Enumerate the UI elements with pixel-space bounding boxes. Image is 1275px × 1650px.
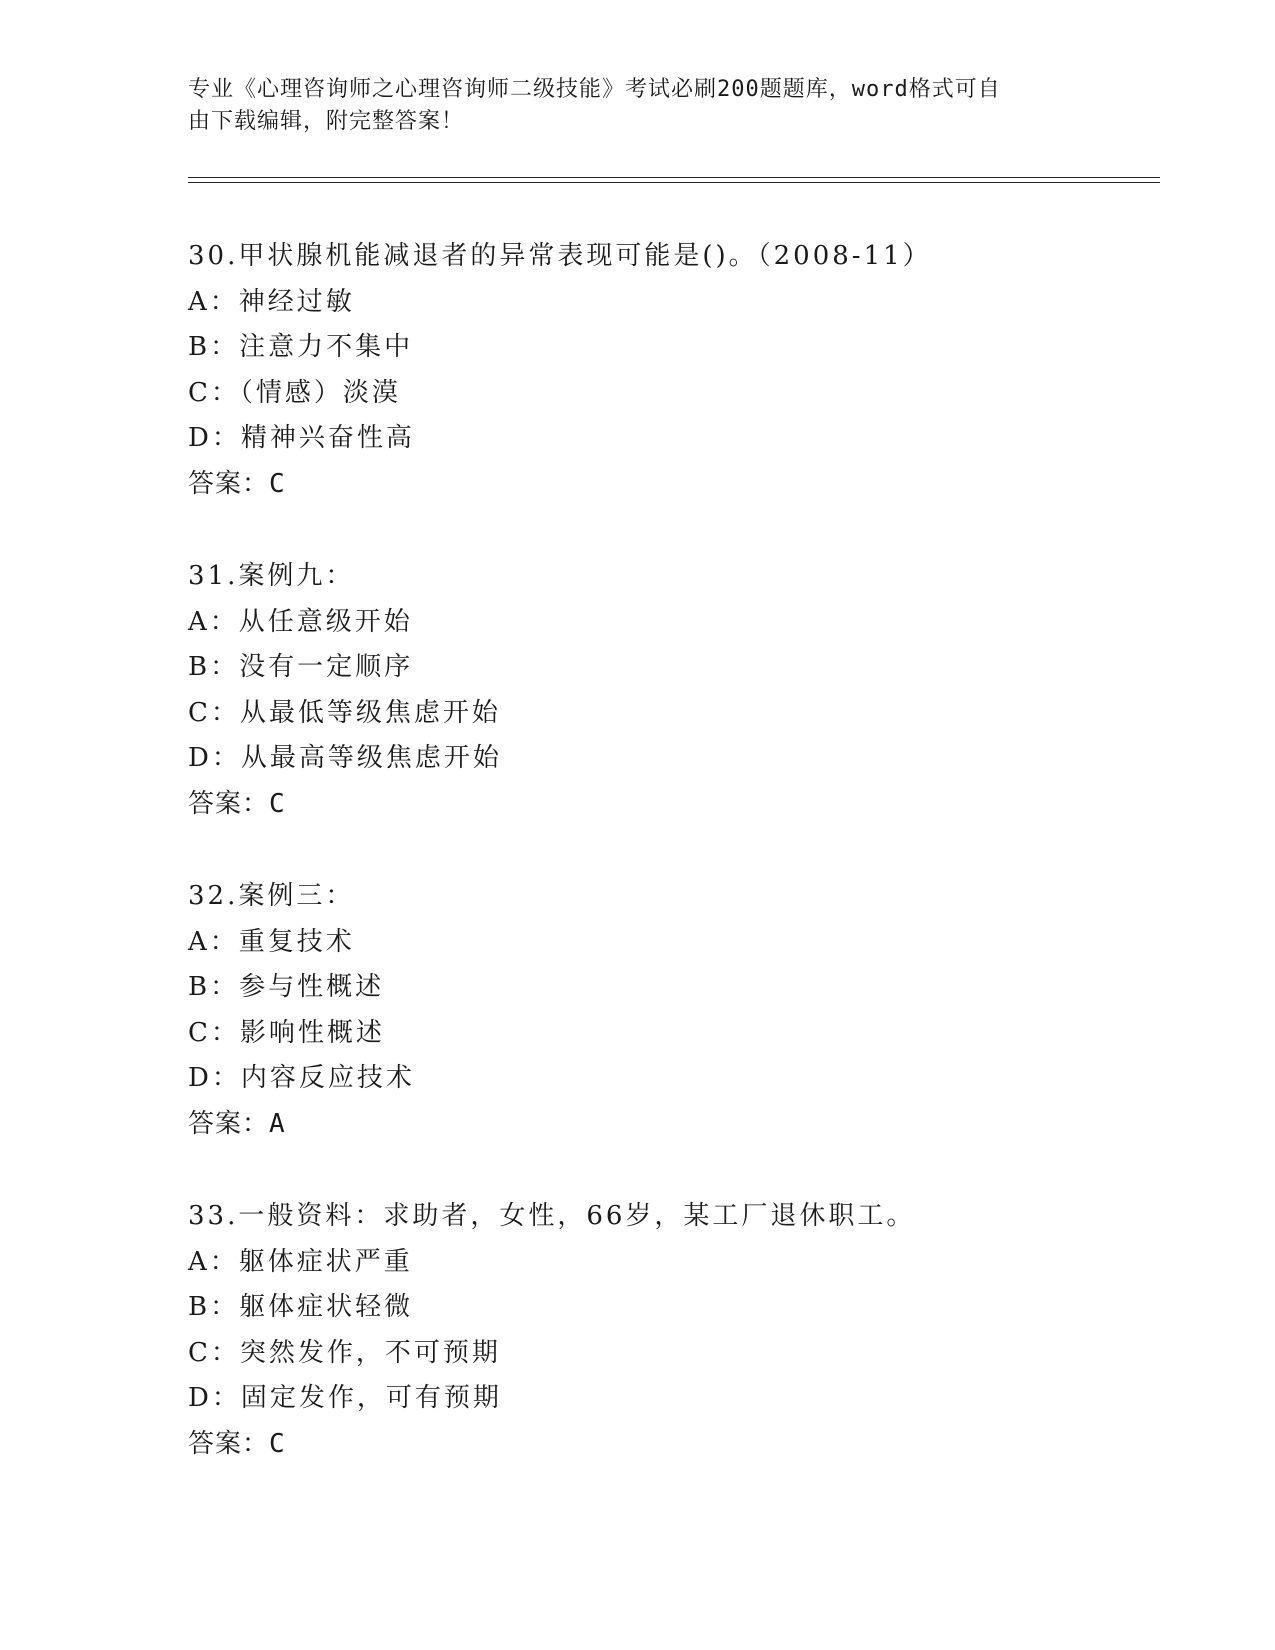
option-d: D：内容反应技术 bbox=[188, 1063, 415, 1093]
header-line-1: 专业《心理咨询师之心理咨询师二级技能》考试必刷200题题库，word格式可自 bbox=[188, 77, 1001, 102]
option-c: C：影响性概述 bbox=[188, 1017, 385, 1048]
question-31 bbox=[188, 554, 1148, 827]
option-b: B：没有一定顺序 bbox=[188, 652, 414, 682]
option-c: C：突然发作，不可预期 bbox=[188, 1337, 501, 1368]
answer-line: 答案：C bbox=[188, 788, 286, 819]
question-32 bbox=[188, 874, 1148, 1147]
question-stem: 33.一般资料：求助者，女性，66岁，某工厂退休职工。 bbox=[188, 1201, 916, 1231]
answer-line: 答案：A bbox=[188, 1108, 286, 1139]
option-b: B：注意力不集中 bbox=[188, 332, 414, 362]
question-stem: 32.案例三： bbox=[188, 881, 355, 911]
option-d: D：从最高等级焦虑开始 bbox=[188, 743, 502, 773]
answer-line: 答案：C bbox=[188, 1428, 286, 1459]
header-line-2: 由下载编辑，附完整答案！ bbox=[188, 109, 465, 134]
answer-line: 答案：C bbox=[188, 468, 286, 499]
question-33 bbox=[188, 1194, 1148, 1467]
question-stem: 30.甲状腺机能减退者的异常表现可能是()。（2008-11） bbox=[188, 241, 932, 271]
question-stem: 31.案例九： bbox=[188, 561, 355, 591]
header-divider-top bbox=[188, 177, 1160, 178]
option-d: D：精神兴奋性高 bbox=[188, 423, 415, 453]
option-c: C：（情感）淡漠 bbox=[188, 377, 401, 408]
option-b: B：参与性概述 bbox=[188, 972, 385, 1002]
option-b: B：躯体症状轻微 bbox=[188, 1292, 414, 1322]
document-header bbox=[188, 74, 1068, 138]
header-divider-bottom bbox=[188, 182, 1160, 183]
option-a: A：神经过敏 bbox=[188, 286, 355, 317]
option-a: A：从任意级开始 bbox=[188, 606, 413, 637]
option-a: A：重复技术 bbox=[188, 926, 355, 957]
question-30 bbox=[188, 234, 1148, 507]
option-c: C：从最低等级焦虑开始 bbox=[188, 697, 501, 728]
option-d: D：固定发作，可有预期 bbox=[188, 1383, 502, 1413]
option-a: A：躯体症状严重 bbox=[188, 1246, 413, 1277]
